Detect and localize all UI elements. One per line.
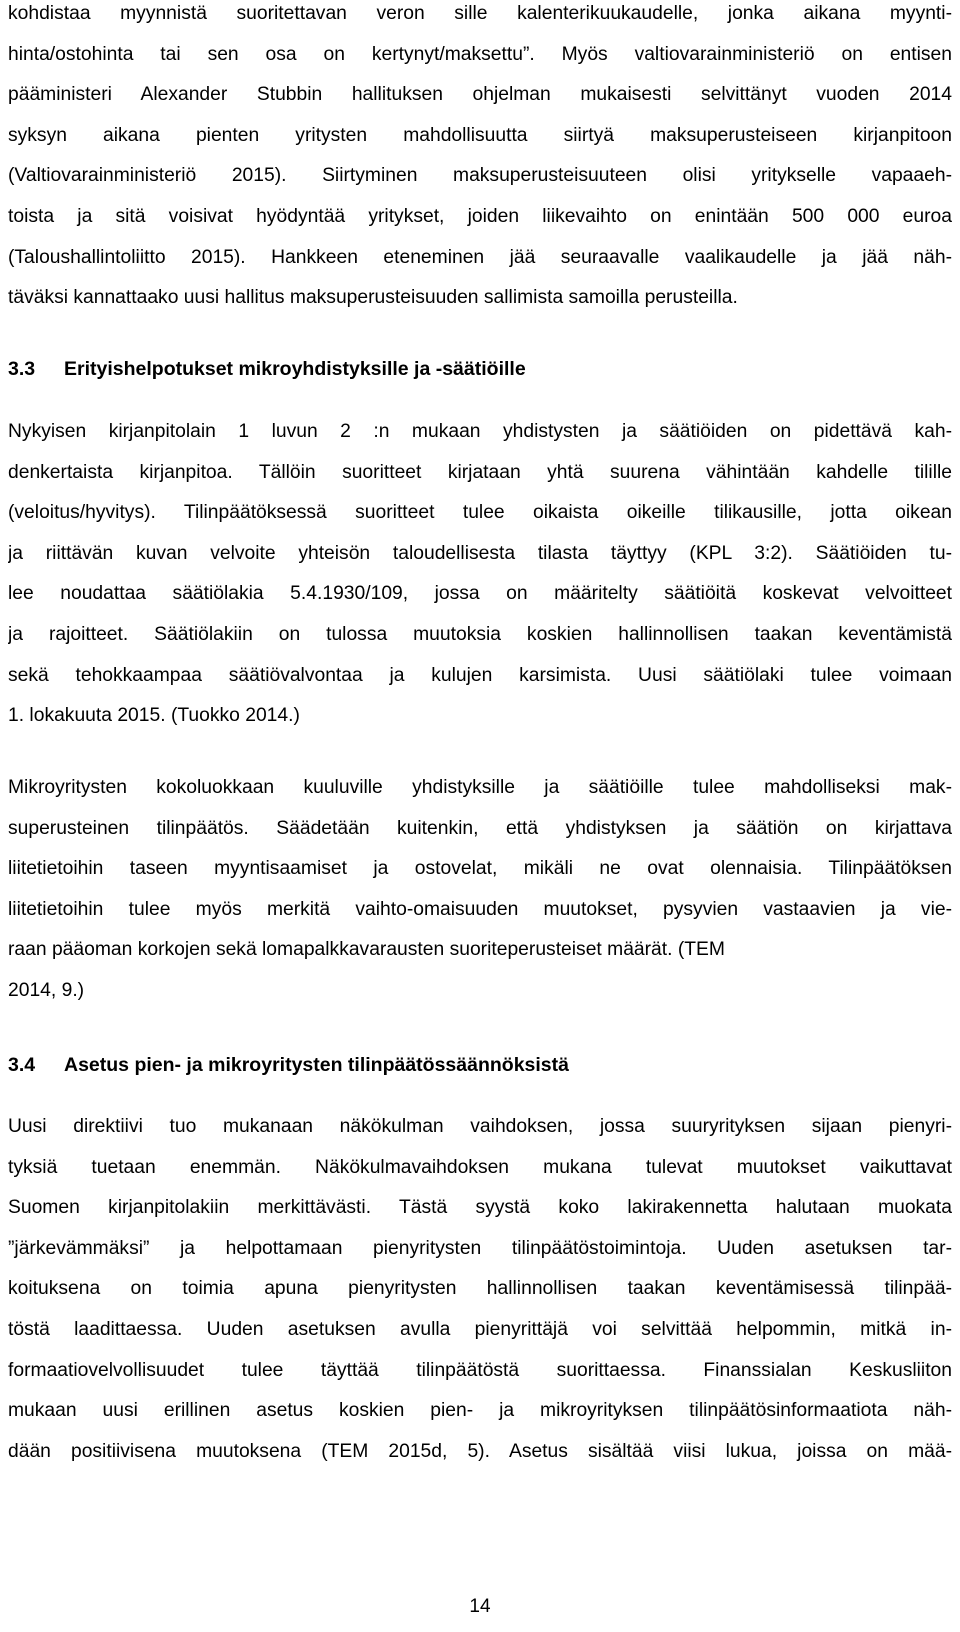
text-line: liitetietoihin tulee myös merkitä vaihto-omaisuuden muutokset, pysyvien vastaavien ja vie-: [8, 898, 952, 920]
section-number: 3.3: [8, 358, 36, 380]
text-line: pääministeri Alexander Stubbin hallituksen ohjelman mukaisesti selvittänyt vuoden 2014: [8, 84, 952, 106]
text-line: kohdistaa myynnistä suoritettavan veron sille kalenterikuukaudelle, jonka aikana myynti-: [8, 3, 952, 24]
paragraph-vat-cash-basis: [8, 0, 952, 319]
paragraph-micro-entities: [8, 768, 952, 1012]
section-heading-3-3: [8, 355, 526, 383]
text-line: Mikroyritysten kokoluokkaan kuuluville yhdistyksille ja säätiöille tulee mahdolliseksi mak-: [8, 777, 952, 798]
text-line: sekä tehokkaampaa säätiövalvontaa ja kulujen karsimista. Uusi säätiölaki tulee voimaan: [8, 664, 952, 686]
text-line: ”järkevämmäksi” ja helpottamaan pienyritysten tilinpäätöstoimintoja. Uuden asetuksen tar-: [8, 1237, 952, 1259]
section-title: Asetus pien- ja mikroyritysten tilinpäätössäännöksistä: [64, 1054, 569, 1076]
text-line: dään positiivisena muutoksena (TEM 2015d, 5). Asetus sisältää viisi lukua, joissa on mää-: [8, 1440, 952, 1462]
paragraph-new-decree: [8, 1107, 952, 1472]
text-line: Suomen kirjanpitolakiin merkittävästi. Tästä syystä koko lakirakennetta halutaan muokata: [8, 1197, 952, 1219]
text-line: raan pääoman korkojen sekä lomapalkkavarausten suoriteperusteiset määrät. (TEM: [8, 939, 725, 961]
text-line: tyksiä tuetaan enemmän. Näkökulmavaihdoksen mukana tulevat muutokset vaikuttavat: [8, 1156, 952, 1178]
text-line: hinta/ostohinta tai sen osa on kertynyt/maksettu”. Myös valtiovarainministeriö on entisen: [8, 43, 952, 65]
section-heading-3-4: [8, 1051, 569, 1079]
text-line: syksyn aikana pienten yritysten mahdollisuutta siirtyä maksuperusteiseen kirjanpitoon: [8, 124, 952, 146]
text-line: (Taloushallintoliitto 2015). Hankkeen eteneminen jää seuraavalle vaalikaudelle ja jää näh-: [8, 246, 952, 268]
text-line: lee noudattaa säätiölakia 5.4.1930/109, jossa on määritelty säätiöitä koskevat velvoitteet: [8, 583, 952, 605]
text-line: töstä laadittaessa. Uuden asetuksen avulla pienyrittäjä voi selvittää helpommin, mitkä in-: [8, 1318, 952, 1340]
text-line: Uusi direktiivi tuo mukanaan näkökulman vaihdoksen, jossa suuryrityksen sijaan pienyri-: [8, 1116, 952, 1137]
text-line: täväksi kannattaako uusi hallitus maksuperusteisuuden sallimista samoilla perusteilla.: [8, 287, 738, 309]
page-number: 14: [469, 1596, 491, 1617]
text-line: ja rajoitteet. Säätiölakiin on tulossa muutoksia koskien hallinnollisen taakan keventämistä: [8, 623, 952, 645]
paragraph-associations-foundations: [8, 412, 952, 737]
text-line: 1. lokakuuta 2015. (Tuokko 2014.): [8, 705, 300, 727]
text-line: denkertaista kirjanpitoa. Tällöin suoritteet kirjataan yhtä suurena vähintään kahdelle tilille: [8, 461, 952, 483]
text-line: toista ja sitä voisivat hyödyntää yritykset, joiden liikevaihto on enintään 500 000 euroa: [8, 205, 952, 227]
text-line: (Valtiovarainministeriö 2015). Siirtyminen maksuperusteisuuteen olisi yritykselle vapaaeh-: [8, 165, 952, 187]
text-line: koituksena on toimia apuna pienyritysten hallinnollisen taakan keventämisessä tilinpää-: [8, 1278, 952, 1300]
text-line: (veloitus/hyvitys). Tilinpäätöksessä suoritteet tulee oikaista oikeille tilikausille, jotta oikean: [8, 502, 952, 524]
section-title: Erityishelpotukset mikroyhdistyksille ja -säätiöille: [64, 358, 526, 380]
text-line: 2014, 9.): [8, 979, 85, 1001]
section-number: 3.4: [8, 1054, 36, 1076]
text-line: liitetietoihin taseen myyntisaamiset ja ostovelat, mikäli ne ovat olennaisia. Tilinpäätöksen: [8, 858, 952, 880]
text-line: Nykyisen kirjanpitolain 1 luvun 2 :n mukaan yhdistysten ja säätiöiden on pidettävä kah-: [8, 421, 952, 442]
text-line: formaatiovelvollisuudet tulee täyttää tilinpäätöstä suorittaessa. Finanssialan Keskusliiton: [8, 1359, 952, 1381]
text-line: ja riittävän kuvan velvoite yhteisön taloudellisesta tilasta täyttyy (KPL 3:2). Säätiöiden tu-: [8, 542, 952, 564]
text-line: superusteinen tilinpäätös. Säädetään kuitenkin, että yhdistyksen ja säätiön on kirjattava: [8, 817, 952, 839]
text-line: mukaan uusi erillinen asetus koskien pien- ja mikroyrityksen tilinpäätösinformaatiota näh-: [8, 1400, 952, 1422]
